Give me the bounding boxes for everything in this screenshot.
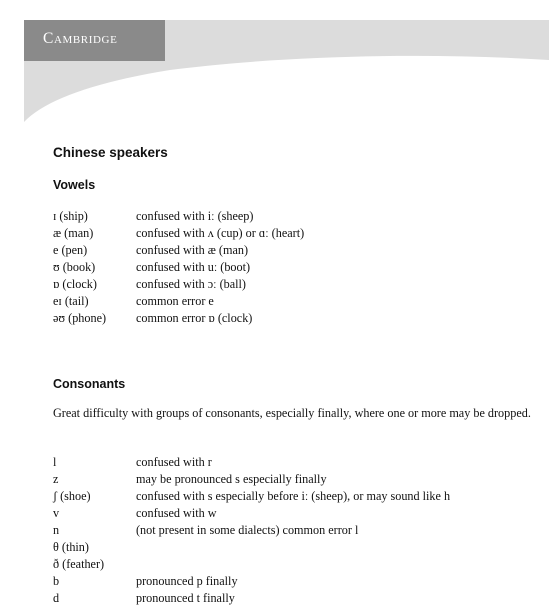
consonant-description: confused with w — [136, 506, 217, 520]
consonant-description: confused with s especially before iː (sheep), or may sound like h — [136, 489, 451, 503]
vowel-row — [53, 259, 304, 276]
vowel-row — [53, 242, 304, 259]
consonant-symbol: v — [53, 506, 60, 520]
consonant-symbol: ð (feather) — [53, 557, 105, 571]
vowel-symbol: e (pen) — [53, 243, 88, 257]
consonant-row — [53, 539, 450, 556]
vowel-row — [53, 208, 304, 225]
vowel-description: confused with uː (boot) — [136, 260, 251, 274]
consonant-description: (not present in some dialects) common error l — [136, 523, 359, 537]
vowels-heading: Vowels — [53, 178, 96, 192]
vowel-description: confused with ɔː (ball) — [136, 277, 246, 291]
vowel-symbol: eɪ (tail) — [53, 294, 89, 308]
vowel-description: confused with ʌ (cup) or ɑː (heart) — [136, 226, 305, 240]
vowel-description: confused with iː (sheep) — [136, 209, 254, 223]
consonant-row — [53, 488, 450, 505]
consonant-description: confused with r — [136, 455, 212, 469]
consonant-row — [53, 573, 450, 590]
consonant-row — [53, 471, 450, 488]
vowel-row — [53, 276, 304, 293]
vowel-symbol: ʊ (book) — [53, 260, 96, 274]
vowel-symbol: ɪ (ship) — [53, 209, 88, 223]
vowel-row — [53, 293, 304, 310]
header-banner — [0, 0, 549, 130]
consonant-row — [53, 556, 450, 573]
cambridge-logo: Cambridge — [43, 30, 118, 47]
vowel-symbol: æ (man) — [53, 226, 94, 240]
consonant-description: pronounced p finally — [136, 574, 238, 588]
consonants-intro: Great difficulty with groups of consonants, especially finally, where one or more may be dropped. — [53, 406, 531, 420]
vowel-description: common error e — [136, 294, 214, 308]
consonant-symbol: ʃ (shoe) — [53, 489, 91, 503]
vowels-list — [53, 208, 304, 327]
consonant-symbol: d — [53, 591, 60, 605]
consonants-list — [53, 454, 450, 607]
consonant-symbol: θ (thin) — [53, 540, 89, 554]
consonant-row — [53, 505, 450, 522]
consonant-row — [53, 522, 450, 539]
vowel-symbol: əʊ (phone) — [53, 311, 107, 325]
consonant-symbol: b — [53, 574, 60, 588]
section-title: Chinese speakers — [53, 145, 168, 160]
consonant-symbol: z — [53, 472, 59, 486]
vowel-description: confused with æ (man) — [136, 243, 249, 257]
vowel-symbol: ɒ (clock) — [53, 277, 97, 291]
consonant-row — [53, 590, 450, 607]
vowel-row — [53, 310, 304, 327]
consonant-description: pronounced t finally — [136, 591, 235, 605]
consonants-heading: Consonants — [53, 377, 126, 391]
consonant-symbol: n — [53, 523, 60, 537]
vowel-row — [53, 225, 304, 242]
consonant-symbol: l — [53, 455, 57, 469]
consonant-description: may be pronounced s especially finally — [136, 472, 327, 486]
consonant-row — [53, 454, 450, 471]
vowel-description: common error ɒ (clock) — [136, 311, 253, 325]
